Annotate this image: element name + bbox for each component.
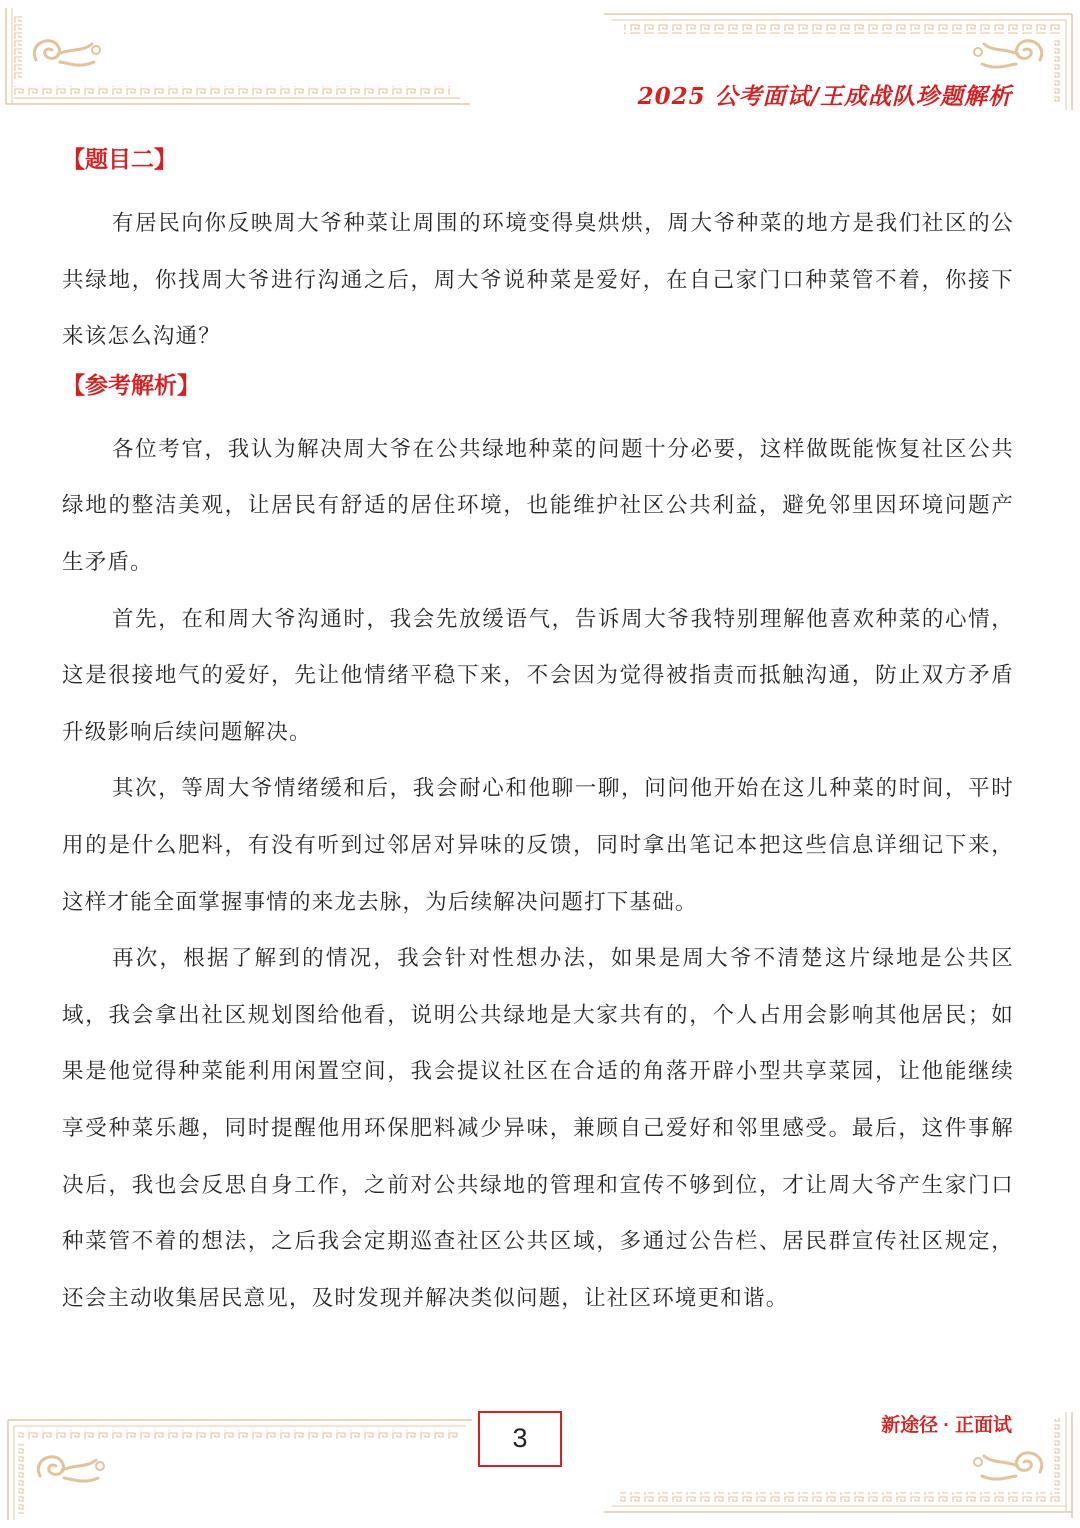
footer-brand: 新途径 · 正面试 bbox=[881, 1415, 1012, 1436]
header-title: 2025 公考面试/王成战队珍题解析 bbox=[637, 83, 1012, 110]
analysis-paragraph-second: 其次，等周大爷情绪缓和后，我会耐心和他聊一聊，问问他开始在这儿种菜的时间，平时用的是什么肥料，有没有听到过邻居对异味的反馈，同时拿出笔记本把这些信息详细记下来，这样才能全面掌握事情的来龙去脉，为后续解决问题打下基础。 bbox=[62, 776, 1014, 915]
main-content bbox=[62, 140, 1014, 1327]
top-left-ornament bbox=[6, 8, 470, 104]
analysis-paragraph-first: 首先，在和周大爷沟通时，我会先放缓语气，告诉周大爷我特别理解他喜欢种菜的心情，这是很接地气的爱好，先让他情绪平稳下来，不会因为觉得被指责而抵触沟通，防止双方矛盾升级影响后续问题解决。 bbox=[62, 606, 1014, 745]
analysis-paragraph-third: 再次，根据了解到的情况，我会针对性想办法，如果是周大爷不清楚这片绿地是公共区域，我会拿出社区规划图给他看，说明公共绿地是大家共有的，个人占用会影响其他居民；如果是他觉得种菜能利用闲置空间，我会提议社区在合适的角落开辟小型共享菜园，让他能继续享受种菜乐趣，同时提醒他用环保肥料减少异味，兼顾自己爱好和邻里感受。最后，这件事解决后，我也会反思自身工作，之前对公共绿地的管理和宣传不够到位，才让周大爷产生家门口种菜管不着的想法，之后我会定期巡查社区公共区域，多通过公告栏、居民群宣传社区规定，还会主动收集居民意见，及时发现并解决类似问题，让社区环境更和谐。 bbox=[62, 946, 1014, 1311]
question-heading: 【题目二】 bbox=[62, 146, 177, 173]
question-text: 有居民向你反映周大爷种菜让周围的环境变得臭烘烘，周大爷种菜的地方是我们社区的公共绿地，你找周大爷进行沟通之后，周大爷说种菜是爱好，在自己家门口种菜管不着，你接下来该怎么沟通？ bbox=[62, 211, 1014, 350]
analysis-paragraph-intro: 各位考官，我认为解决周大爷在公共绿地种菜的问题十分必要，这样做既能恢复社区公共绿地的整洁美观，让居民有舒适的居住环境，也能维护社区公共利益，避免邻里因环境问题产生矛盾。 bbox=[62, 436, 1014, 575]
bottom-left-ornament bbox=[8, 1420, 472, 1520]
analysis-heading: 【参考解析】 bbox=[62, 371, 200, 399]
page-number: 3 bbox=[478, 1411, 562, 1467]
